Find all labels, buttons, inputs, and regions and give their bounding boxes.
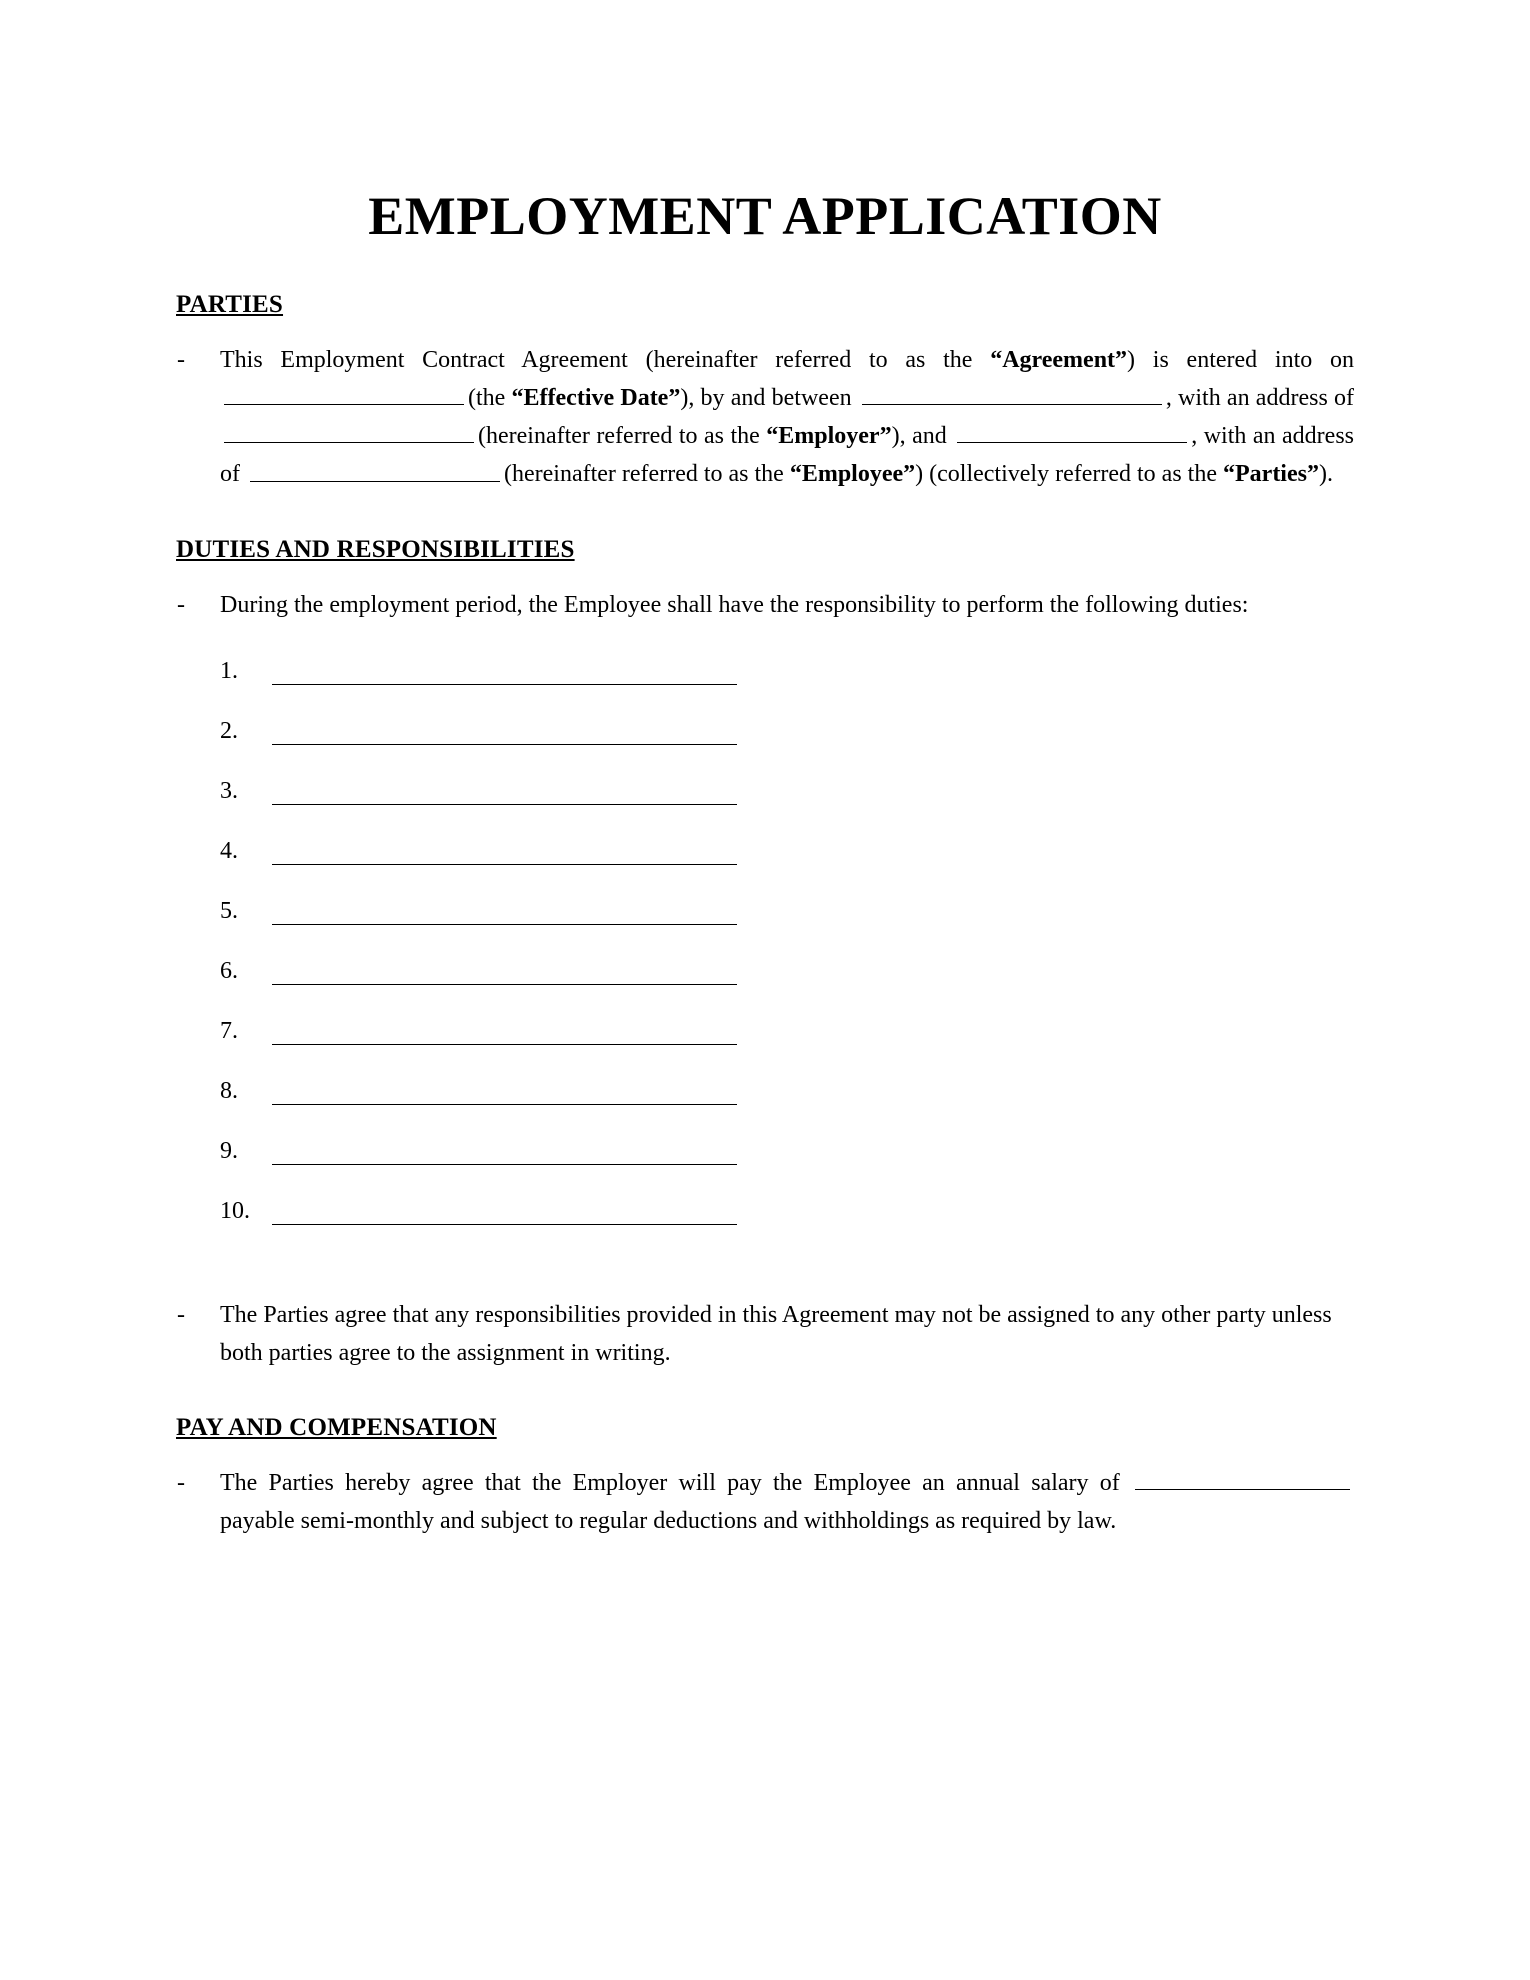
clause-text-part: ), by and between — [680, 385, 852, 412]
list-item — [176, 954, 1354, 988]
bullet-dash: - — [177, 347, 185, 373]
clause-duties-assignment — [176, 1296, 1354, 1372]
bullet-dash: - — [177, 591, 185, 618]
clause-parties — [176, 341, 1354, 494]
clause-text-part: , with an address of — [1165, 385, 1354, 412]
blank-employee-name[interactable] — [957, 417, 1187, 443]
list-item — [176, 1074, 1354, 1108]
list-item-number: 3. — [220, 777, 238, 804]
section-heading-parties: PARTIES — [176, 291, 284, 318]
term-employee: “Employee” — [789, 461, 916, 488]
clause-duties-intro-text: During the employment period, the Employee shall have the responsibility to perform the following duties: — [220, 591, 1249, 618]
clause-pay — [176, 1464, 1354, 1540]
blank-employer-address[interactable] — [224, 417, 474, 443]
clause-pay-text — [220, 1464, 1354, 1540]
page-title: EMPLOYMENT APPLICATION — [368, 186, 1162, 246]
spacer — [176, 1254, 1354, 1296]
clause-text-part: (the — [468, 385, 506, 412]
clause-text-part: (hereinafter referred to as the — [478, 423, 767, 450]
list-item-number: 2. — [220, 717, 238, 744]
list-item — [176, 834, 1354, 868]
list-item — [176, 654, 1354, 688]
clause-text-part: ). — [1318, 461, 1333, 488]
list-item — [176, 894, 1354, 928]
duties-blank-list — [176, 654, 1354, 1228]
list-item-number: 8. — [220, 1077, 238, 1104]
list-item — [176, 714, 1354, 748]
clause-duties-intro — [176, 586, 1354, 624]
blank-duty-8[interactable] — [272, 1074, 737, 1105]
blank-duty-5[interactable] — [272, 894, 737, 925]
section-heading-pay: PAY AND COMPENSATION — [176, 1413, 497, 1441]
blank-employee-address[interactable] — [250, 455, 500, 481]
blank-annual-salary[interactable] — [1135, 1464, 1350, 1490]
list-item — [176, 774, 1354, 808]
blank-duty-2[interactable] — [272, 714, 737, 745]
clause-text-part: The Parties hereby agree that the Employer will pay the Employee an annual salary of — [220, 1469, 1120, 1496]
term-agreement: “Agreement” — [990, 347, 1128, 373]
blank-effective-date[interactable] — [224, 379, 464, 405]
list-item-number: 1. — [220, 657, 238, 684]
bullet-dash: - — [177, 1469, 185, 1496]
blank-employer-name[interactable] — [862, 379, 1162, 405]
clause-text-part: This Employment Contract Agreement (hereinafter referred to as the — [220, 347, 991, 373]
list-item — [176, 1014, 1354, 1048]
clause-text-part: ), and — [891, 423, 947, 450]
clause-parties-text — [220, 341, 1354, 494]
list-item — [176, 1194, 1354, 1228]
list-item-number: 5. — [220, 897, 238, 924]
document-body — [176, 185, 1354, 1550]
clause-text-part: , with an address of — [220, 423, 1354, 488]
term-parties: “Parties” — [1223, 461, 1319, 488]
blank-duty-9[interactable] — [272, 1134, 737, 1165]
list-item-number: 7. — [220, 1017, 238, 1044]
clause-text-part: (hereinafter referred to as the — [504, 461, 790, 488]
section-heading-duties: DUTIES AND RESPONSIBILITIES — [176, 535, 575, 563]
term-effective-date: “Effective Date” — [511, 385, 681, 412]
list-item-number: 4. — [220, 837, 238, 864]
blank-duty-4[interactable] — [272, 834, 737, 865]
list-item-number: 10. — [220, 1197, 250, 1224]
list-item-number: 9. — [220, 1137, 238, 1164]
term-employer: “Employer” — [766, 423, 892, 450]
bullet-dash: - — [177, 1301, 185, 1328]
blank-duty-3[interactable] — [272, 774, 737, 805]
blank-duty-10[interactable] — [272, 1194, 737, 1225]
clause-text-part: ) is entered into on — [1127, 347, 1355, 373]
clause-text-part: ) (collectively referred to as the — [915, 461, 1223, 488]
clause-text-part: payable semi-monthly and subject to regular deductions and withholdings as required by law. — [220, 1507, 1117, 1534]
blank-duty-6[interactable] — [272, 954, 737, 985]
list-item-number: 6. — [220, 957, 238, 984]
blank-duty-1[interactable] — [272, 654, 737, 685]
blank-duty-7[interactable] — [272, 1014, 737, 1045]
clause-duties-assignment-text: The Parties agree that any responsibilities provided in this Agreement may not be assigned to any other party unless both parties agree to the assignment in writing. — [220, 1301, 1332, 1366]
list-item — [176, 1134, 1354, 1168]
